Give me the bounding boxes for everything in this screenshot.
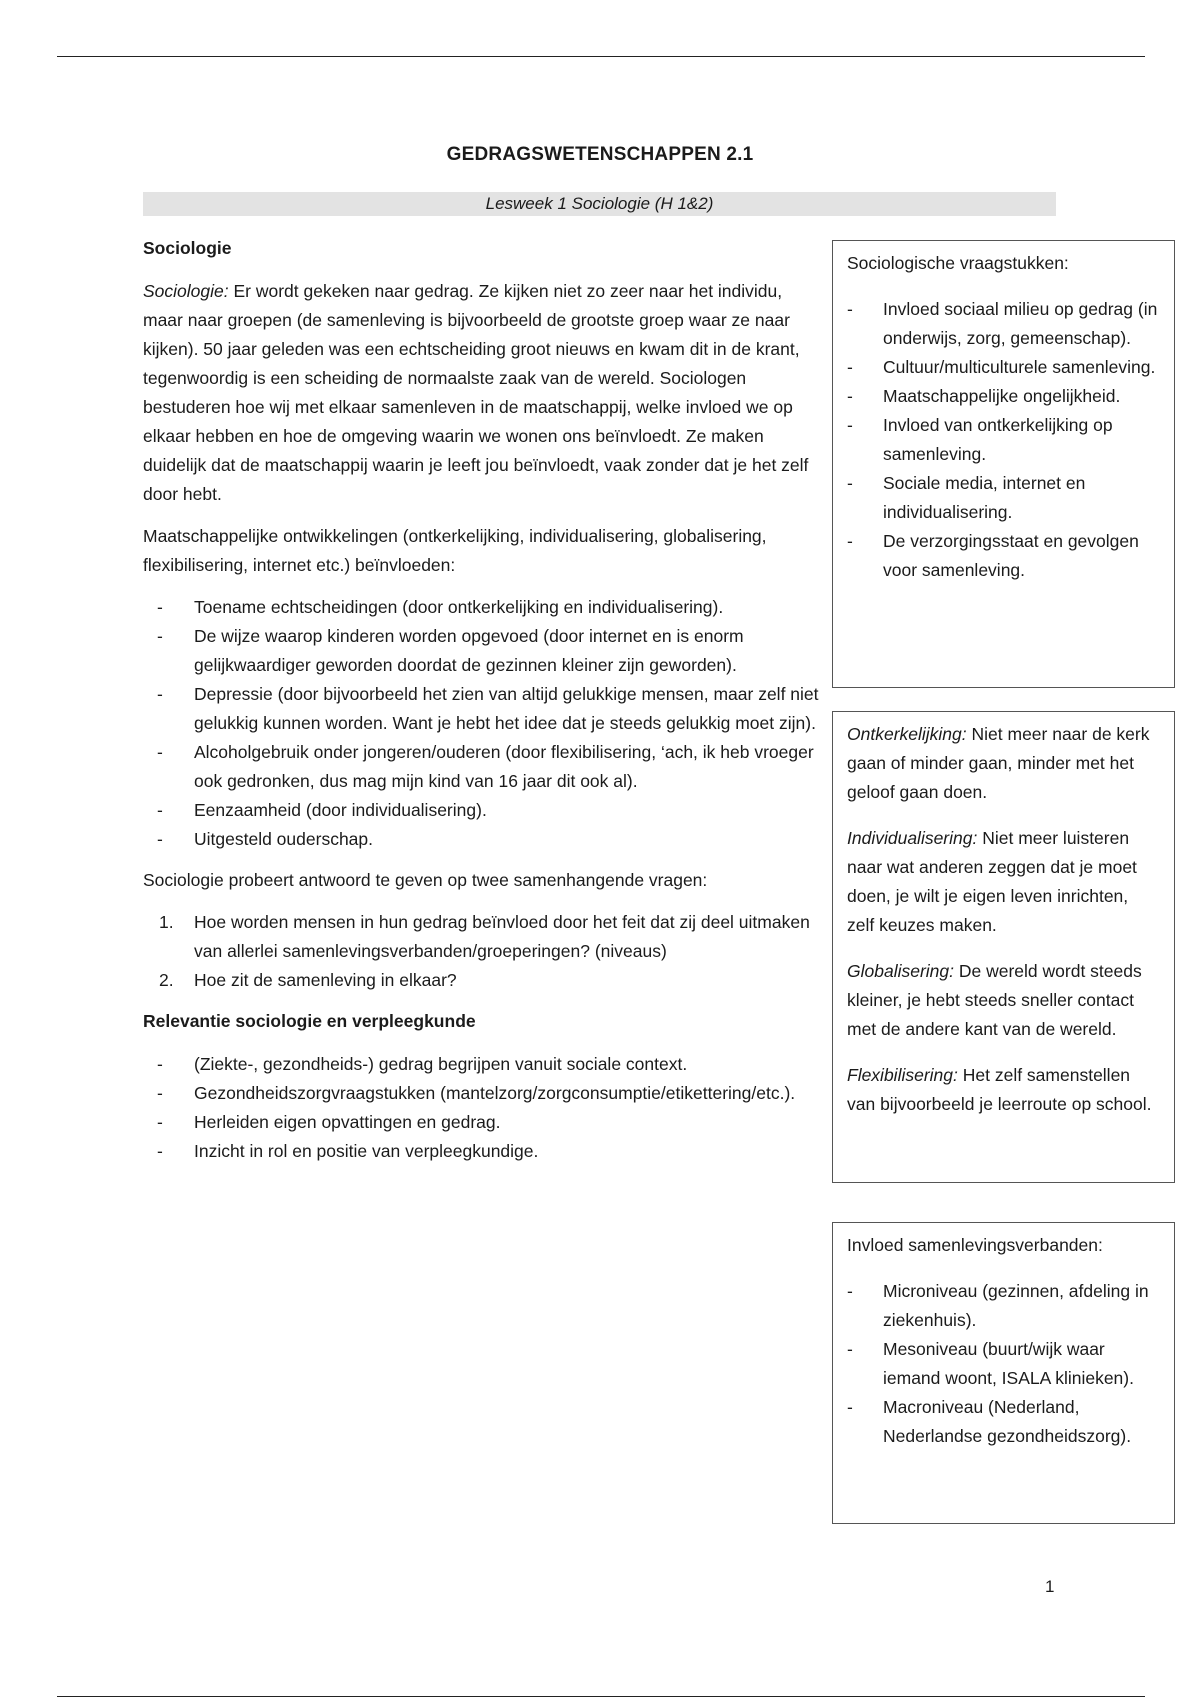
list-marker: - (847, 357, 853, 377)
list-marker: - (157, 626, 163, 646)
list-item: - Invloed van ontkerkelijking op samenleving. (847, 411, 1160, 469)
list-marker: - (157, 1083, 163, 1103)
sidebar-box-samenlevingsverbanden (832, 1222, 1175, 1524)
list-number: 2. (159, 970, 174, 990)
list-item: - Macroniveau (Nederland, Nederlandse gezondheidszorg). (847, 1393, 1160, 1451)
box-title: Sociologische vraagstukken: (847, 253, 1069, 273)
list-marker: - (157, 829, 163, 849)
list-marker: - (157, 1112, 163, 1132)
definition-ontkerkelijking: Ontkerkelijking: Niet meer naar de kerk gaan of minder gaan, minder met het geloof gaan doen. (847, 724, 1150, 802)
list-item: - Cultuur/multiculturele samenleving. (847, 353, 1160, 382)
list-marker: - (847, 299, 853, 319)
list-marker: - (847, 1397, 853, 1417)
list-item: - Mesoniveau (buurt/wijk waar iemand woont, ISALA klinieken). (847, 1335, 1160, 1393)
header-rule (57, 56, 1145, 57)
list-item: 2. Hoe zit de samenleving in elkaar? (143, 966, 823, 995)
questions-intro: Sociologie probeert antwoord te geven op twee samenhangende vragen: (143, 870, 708, 890)
list-item: - Sociale media, internet en individualisering. (847, 469, 1160, 527)
page-number: 1 (1045, 1577, 1055, 1596)
list-item: - Uitgesteld ouderschap. (143, 825, 823, 854)
list-marker: - (847, 386, 853, 406)
developments-list (143, 593, 823, 854)
week-heading: Lesweek 1 Sociologie (H 1&2) (143, 192, 1056, 216)
questions-list (143, 908, 823, 995)
intro-text: Er wordt gekeken naar gedrag. Ze kijken niet zo zeer naar het individu, maar naar groepen (de samenleving is bijvoorbeeld de grootste groep waar ze naar kijken). 50 jaar geleden was een echtscheiding groot nieuws en kwam dit in de krant, tegenwoordig is een scheiding de normaalste zaak van de wereld. Sociologen bestuderen hoe wij met elkaar samenleven in de maatschappij, welke invloed we op elkaar hebben en hoe de omgeving waarin we wonen ons beïnvloedt. Ze maken duidelijk dat de maatschappij waarin je leeft jou beïnvloedt, vaak zonder dat je het zelf door hebt. (143, 281, 809, 504)
list-item: - (Ziekte-, gezondheids-) gedrag begrijpen vanuit sociale context. (143, 1050, 823, 1079)
definition-flexibilisering: Flexibilisering: Het zelf samenstellen van bijvoorbeeld je leerroute op school. (847, 1065, 1152, 1114)
intro-paragraph (143, 277, 823, 509)
vraagstukken-list (847, 295, 1160, 585)
niveaus-list (847, 1277, 1160, 1451)
relevance-list (143, 1050, 823, 1166)
list-item: - Toename echtscheidingen (door ontkerkelijking en individualisering). (143, 593, 823, 622)
list-marker: - (157, 597, 163, 617)
list-item: - Maatschappelijke ongelijkheid. (847, 382, 1160, 411)
definition-individualisering: Individualisering: Niet meer luisteren naar wat anderen zeggen dat je moet doen, je wilt je eigen leven inrichten, zelf keuzes maken. (847, 828, 1137, 935)
list-marker: - (847, 473, 853, 493)
sidebar-box-vraagstukken (832, 240, 1175, 688)
list-item: - Gezondheidszorgvraagstukken (mantelzorg/zorgconsumptie/etikettering/etc.). (143, 1079, 823, 1108)
list-marker: - (847, 1281, 853, 1301)
developments-intro: Maatschappelijke ontwikkelingen (ontkerkelijking, individualisering, globalisering, flexibilisering, internet etc.) beïnvloeden: (143, 526, 767, 575)
list-item: - Depressie (door bijvoorbeeld het zien van altijd gelukkige mensen, maar zelf niet gelukkig kunnen worden. Want je hebt het idee dat je steeds gelukkig moet zijn). (143, 680, 823, 738)
sidebar-box-definitions (832, 711, 1175, 1183)
definition-globalisering: Globalisering: De wereld wordt steeds kleiner, je hebt steeds sneller contact met de andere kant van de wereld. (847, 961, 1142, 1039)
list-item: - Eenzaamheid (door individualisering). (143, 796, 823, 825)
list-marker: - (157, 800, 163, 820)
list-item: - Alcoholgebruik onder jongeren/ouderen (door flexibilisering, ‘ach, ik heb vroeger ook gedronken, dus mag mijn kind van 16 jaar dit ook al). (143, 738, 823, 796)
list-item: - Microniveau (gezinnen, afdeling in ziekenhuis). (847, 1277, 1160, 1335)
list-item: 1. Hoe worden mensen in hun gedrag beïnvloed door het feit dat zij deel uitmaken van allerlei samenlevingsverbanden/groeperingen? (niveaus) (143, 908, 823, 966)
list-marker: - (847, 1339, 853, 1359)
list-item: - De wijze waarop kinderen worden opgevoed (door internet en is enorm gelijkwaardiger geworden doordat de gezinnen kleiner zijn geworden). (143, 622, 823, 680)
list-item: - De verzorgingsstaat en gevolgen voor samenleving. (847, 527, 1160, 585)
box-title: Invloed samenlevingsverbanden: (847, 1235, 1103, 1255)
list-item: - Invloed sociaal milieu op gedrag (in onderwijs, zorg, gemeenschap). (847, 295, 1160, 353)
list-number: 1. (159, 912, 174, 932)
document-title: GEDRAGSWETENSCHAPPEN 2.1 (446, 144, 754, 165)
intro-term: Sociologie: (143, 281, 229, 301)
list-marker: - (847, 531, 853, 551)
main-column (143, 234, 823, 1178)
list-marker: - (847, 415, 853, 435)
list-marker: - (157, 684, 163, 704)
list-item: - Herleiden eigen opvattingen en gedrag. (143, 1108, 823, 1137)
list-item: - Inzicht in rol en positie van verpleegkundige. (143, 1137, 823, 1166)
section-heading-relevantie: Relevantie sociologie en verpleegkunde (143, 1011, 476, 1031)
list-marker: - (157, 1141, 163, 1161)
section-heading-sociologie: Sociologie (143, 238, 232, 258)
footer-rule (57, 1696, 1145, 1697)
list-marker: - (157, 1054, 163, 1074)
list-marker: - (157, 742, 163, 762)
